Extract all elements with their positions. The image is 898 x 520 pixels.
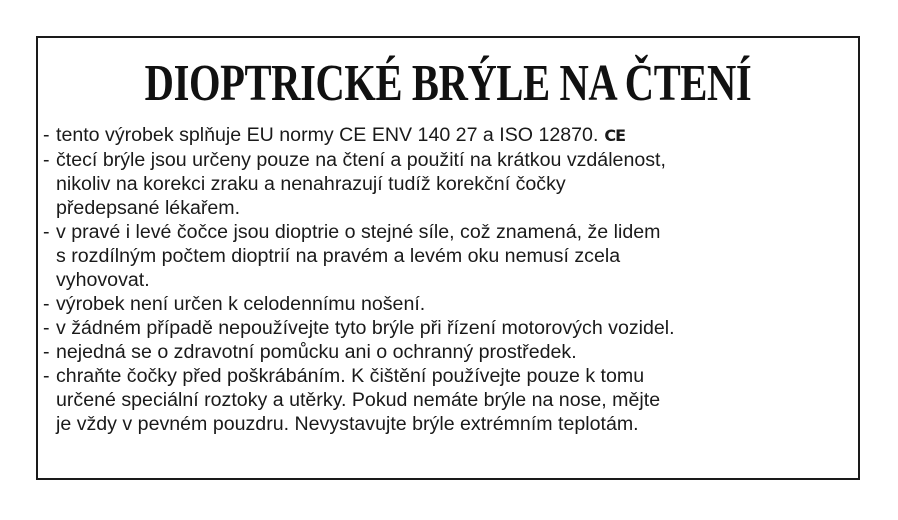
product-label [36, 36, 860, 480]
list-item [43, 316, 850, 340]
item-text: tento výrobek splňuje EU normy CE ENV 140 27 a ISO 12870. [56, 124, 599, 146]
list-item [43, 364, 850, 436]
instruction-list [43, 123, 850, 436]
label-title: DIOPTRICKÉ BRÝLE NA ČTENÍ [144, 55, 752, 112]
item-text: v pravé i levé čočce jsou dioptrie o stejné síle, což znamená, že lidem s rozdílným počtem dioptrií na pravém a levém oku nemusí zcela vyhovovat. [56, 221, 661, 291]
bullet-dash: - [43, 317, 50, 339]
item-text: výrobek není určen k celodennímu nošení. [56, 293, 426, 315]
bullet-dash: - [43, 365, 50, 387]
bullet-dash: - [43, 341, 50, 363]
ce-mark-icon: CE [604, 126, 626, 145]
list-item [43, 148, 850, 220]
item-text: nejedná se o zdravotní pomůcku ani o ochranný prostředek. [56, 341, 577, 363]
list-item [43, 340, 850, 364]
bullet-dash: - [43, 149, 50, 171]
bullet-dash: - [43, 221, 50, 243]
list-item [43, 292, 850, 316]
bullet-dash: - [43, 124, 50, 146]
list-item [43, 123, 850, 148]
item-text: v žádném případě nepoužívejte tyto brýle při řízení motorových vozidel. [56, 317, 675, 339]
list-item [43, 220, 850, 292]
item-text: chraňte čočky před poškrábáním. K čištění používejte pouze k tomu určené speciální roztoky a utěrky. Pokud nemáte brýle na nose, mějte je vždy v pevném pouzdru. Nevystavujte brýle extrémním teplotám. [56, 365, 661, 435]
bullet-dash: - [43, 293, 50, 315]
item-text: čtecí brýle jsou určeny pouze na čtení a použití na krátkou vzdálenost, nikoliv na korekci zraku a nenahrazují tudíž korekční čočky předepsané lékařem. [56, 149, 666, 219]
